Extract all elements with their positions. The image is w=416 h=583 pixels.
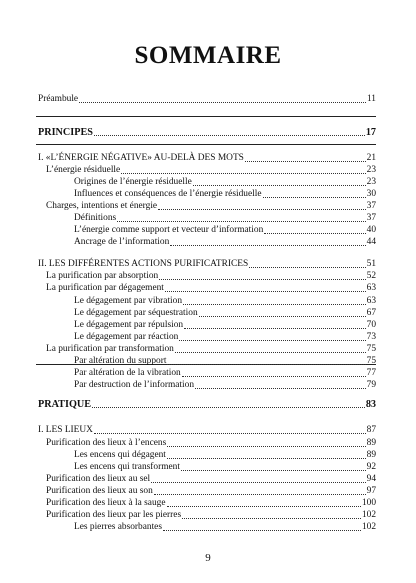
toc-entry-title: La purification par absorption	[46, 271, 159, 281]
toc-entry-page: 77	[366, 368, 376, 378]
dot-leader	[158, 209, 366, 210]
toc-entry-page: 89	[366, 438, 376, 448]
toc-entry-page: 97	[366, 486, 376, 496]
toc-entry	[46, 343, 376, 355]
divider	[36, 144, 376, 145]
toc-entry-title: Purification des lieux au sel	[46, 474, 151, 484]
dot-leader	[181, 470, 366, 471]
toc-entry	[74, 319, 376, 331]
toc-entry	[74, 367, 376, 379]
page-title: SOMMAIRE	[134, 42, 282, 69]
toc-entry-title: Charges, intentions et énergie	[46, 201, 158, 211]
toc-entry-title: I. «L’ÉNERGIE NÉGATIVE» AU-DELÀ DES MOTS	[38, 153, 244, 163]
toc-entry	[74, 224, 376, 236]
toc-entry-title: Par altération de la vibration	[74, 368, 181, 378]
toc-entry-page: 37	[366, 213, 376, 223]
toc-entry-title: Ancrage de l’information	[74, 237, 170, 247]
toc-entry-page: 21	[366, 153, 376, 163]
toc-entry	[74, 212, 376, 224]
divider	[36, 116, 376, 117]
page-number: 9	[205, 552, 211, 564]
dot-leader	[249, 267, 365, 268]
toc-entry-title: La purification par transformation	[46, 344, 174, 354]
toc-entry-page: 70	[366, 320, 376, 330]
toc-entry	[74, 307, 376, 319]
dot-leader	[165, 291, 366, 292]
toc-entry-title: Définitions	[74, 213, 117, 223]
toc-part-heading	[38, 398, 376, 410]
dot-leader	[245, 161, 366, 162]
toc-entry	[46, 437, 376, 449]
toc-entry	[74, 379, 376, 391]
dot-leader	[167, 446, 365, 447]
dot-leader	[167, 364, 365, 365]
toc-entry-page: 40	[366, 225, 376, 235]
dot-leader	[195, 388, 366, 389]
toc-entry-page: 17	[365, 127, 376, 138]
dot-leader	[199, 316, 366, 317]
toc-entry-title: Le dégagement par réaction	[74, 332, 179, 342]
toc-entry-page: 67	[366, 308, 376, 318]
toc-entry-page: 23	[366, 177, 376, 187]
toc-entry	[38, 258, 376, 270]
toc-entry-title: Purification des lieux à la sauge	[46, 498, 166, 508]
dot-leader	[121, 173, 365, 174]
toc-entry	[74, 461, 376, 473]
dot-leader	[154, 494, 366, 495]
toc-entry-title: Par altération du support	[74, 356, 167, 366]
toc-entry	[38, 424, 376, 436]
dot-leader	[264, 233, 365, 234]
toc-entry-title: Purification des lieux au son	[46, 486, 153, 496]
dot-leader	[179, 340, 365, 341]
toc-entry-page: 63	[366, 283, 376, 293]
toc-entry-page: 92	[366, 462, 376, 472]
dot-leader	[263, 197, 366, 198]
toc-entry	[38, 152, 376, 164]
toc-entry	[46, 200, 376, 212]
toc-entry-page: 79	[366, 380, 376, 390]
toc-entry-title: L’énergie comme support et vecteur d’information	[74, 225, 264, 235]
dot-leader	[182, 518, 361, 519]
toc-entry	[46, 509, 376, 521]
toc-entry-page: 23	[366, 165, 376, 175]
dot-leader	[167, 458, 366, 459]
toc-entry	[38, 93, 376, 105]
toc-entry	[74, 355, 376, 367]
dot-leader	[117, 221, 365, 222]
toc-entry-page: 52	[366, 271, 376, 281]
toc-entry-title: PRINCIPES	[38, 127, 93, 138]
dot-leader	[167, 506, 361, 507]
toc-entry	[74, 449, 376, 461]
dot-leader	[193, 185, 366, 186]
toc-entry-title: Origines de l’énergie résiduelle	[74, 177, 192, 187]
toc-entry-title: Les pierres absorbantes	[74, 522, 162, 532]
toc-entry-page: 30	[366, 189, 376, 199]
toc-entry-title: Les encens qui transforment	[74, 462, 180, 472]
toc-entry-page: 102	[361, 510, 376, 520]
dot-leader	[79, 102, 366, 103]
toc-part-heading	[38, 126, 376, 138]
toc-entry-page: 11	[366, 94, 376, 104]
toc-entry-title: Influences et conséquences de l’énergie résiduelle	[74, 189, 262, 199]
dot-leader	[175, 352, 366, 353]
toc-entry-page: 94	[366, 474, 376, 484]
toc-entry-title: Par destruction de l’information	[74, 380, 195, 390]
toc-entry-title: Purification des lieux à l’encens	[46, 438, 167, 448]
dot-leader	[183, 304, 366, 305]
toc-entry-title: II. LES DIFFÉRENTES ACTIONS PURIFICATRICES	[38, 259, 249, 269]
toc-entry-page: 73	[366, 332, 376, 342]
toc-entry	[46, 270, 376, 282]
toc-entry-title: Purification des lieux par les pierres	[46, 510, 182, 520]
toc-entry	[74, 188, 376, 200]
toc-entry	[46, 473, 376, 485]
toc-entry	[46, 485, 376, 497]
toc-entry-title: Le dégagement par séquestration	[74, 308, 198, 318]
toc-entry-title: I. LES LIEUX	[38, 425, 93, 435]
dot-leader	[163, 530, 361, 531]
toc-entry	[46, 282, 376, 294]
toc-entry	[46, 497, 376, 509]
toc-entry	[46, 164, 376, 176]
toc-entry-title: PRATIQUE	[38, 399, 92, 410]
toc-entry-page: 89	[366, 450, 376, 460]
toc-entry-title: Préambule	[38, 94, 79, 104]
toc-entry	[74, 176, 376, 188]
toc-entry-title: Les encens qui dégagent	[74, 450, 166, 460]
dot-leader	[94, 135, 365, 136]
dot-leader	[182, 376, 366, 377]
toc-entry-page: 44	[366, 237, 376, 247]
toc-entry-title: Le dégagement par répulsion	[74, 320, 184, 330]
toc-entry-page: 63	[366, 296, 376, 306]
toc-entry-page: 75	[366, 356, 376, 366]
dot-leader	[94, 433, 366, 434]
toc-entry-page: 51	[366, 259, 376, 269]
toc-entry	[74, 331, 376, 343]
toc-entry-title: La purification par dégagement	[46, 283, 164, 293]
toc-entry	[74, 236, 376, 248]
toc-entry-page: 100	[361, 498, 376, 508]
toc-entry-title: L’énergie résiduelle	[46, 165, 121, 175]
toc-entry-page: 102	[361, 522, 376, 532]
dot-leader	[92, 407, 365, 408]
toc-entry-page: 37	[366, 201, 376, 211]
toc-entry	[74, 295, 376, 307]
toc-entry-page: 75	[366, 344, 376, 354]
dot-leader	[184, 328, 366, 329]
toc-entry-page: 83	[365, 399, 376, 410]
toc-entry-title: Le dégagement par vibration	[74, 296, 183, 306]
dot-leader	[170, 245, 365, 246]
dot-leader	[151, 482, 365, 483]
toc-entry	[74, 521, 376, 533]
toc-entry-page: 87	[366, 425, 376, 435]
dot-leader	[159, 279, 365, 280]
